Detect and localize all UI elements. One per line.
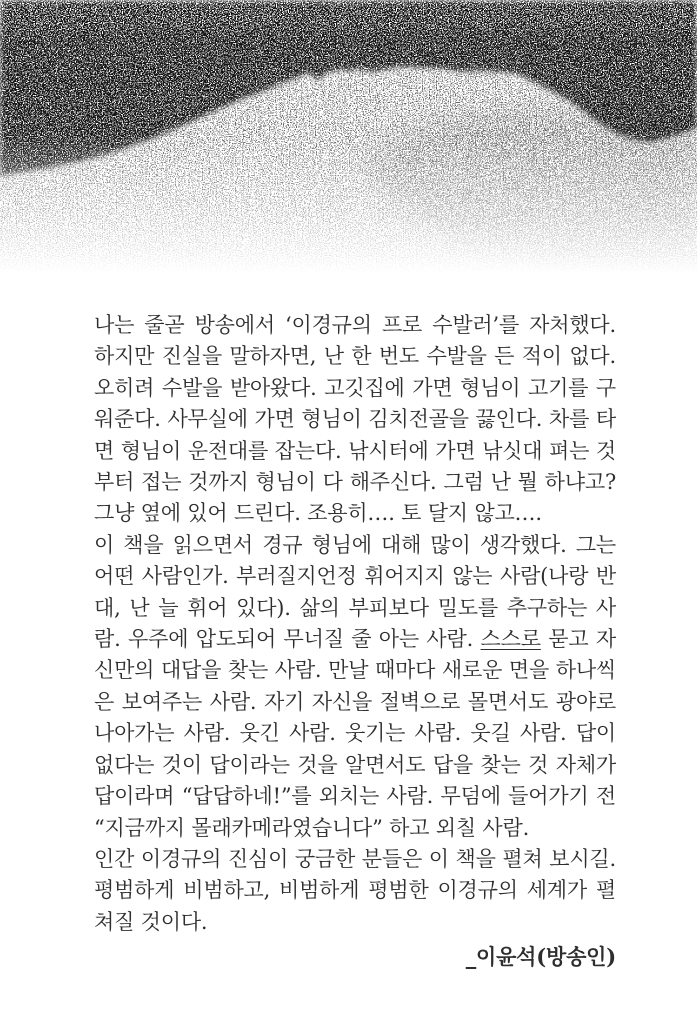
blurb-paragraph-2-text-after: 묻고 자신만의 대답을 찾는 사람. 만날 때마다 새로운 면을 하나씩은 보여주는 사람. 자기 자신을 절벽으로 몰면서도 광야로 나아가는 사람. 웃긴 사람. 웃기는 사람. 웃길 사람. 답이 없다는 것이 답이라는 것을 알면서도 답을 찾는 것 자체가 답이라며 “답답하네!”를 외치는 사람. 무덤에 들어가기 전 “지금까지 몰래카메라였습니다” 하고 외칠 사람. (94, 627, 616, 840)
signature-attribution: _이윤석(방송인) (465, 944, 616, 970)
blurb-paragraph-2 (94, 530, 616, 844)
stipple-mountain-artwork (0, 0, 697, 310)
blurb-paragraph-2-text-before: 이 책을 읽으면서 경규 형님에 대해 많이 생각했다. 그는 어떤 사람인가. 부러질지언정 휘어지지 않는 사람(나랑 반대, 난 늘 휘어 있다). 삶의 부피보다 밀도를 추구하는 사람. 우주에 압도되어 무너질 줄 아는 사람. (94, 532, 616, 652)
bottom-fade-overlay (0, 135, 697, 310)
blurb-paragraph-3: 인간 이경규의 진심이 궁금한 분들은 이 책을 펼쳐 보시길. 평범하게 비범하고, 비범하게 평범한 이경규의 세계가 펼쳐질 것이다. (94, 846, 616, 934)
book-blurb-text (94, 310, 616, 973)
blurb-paragraph-1: 나는 줄곧 방송에서 ‘이경규의 프로 수발러’를 자처했다. 하지만 진실을 말하자면, 난 한 번도 수발을 든 적이 없다. 오히려 수발을 받아왔다. 고깃집에 가면 형님이 고기를 구워준다. 사무실에 가면 형님이 김치전골을 끓인다. 차를 타면 형님이 운전대를 잡는다. 낚시터에 가면 낚싯대 펴는 것부터 접는 것까지 형님이 다 해주신다. 그럼 난 뭘 하냐고? 그냥 옆에 있어 드린다. 조용히…. 토 달지 않고…. (94, 313, 616, 526)
underlined-phrase: 스스로 (480, 627, 541, 652)
